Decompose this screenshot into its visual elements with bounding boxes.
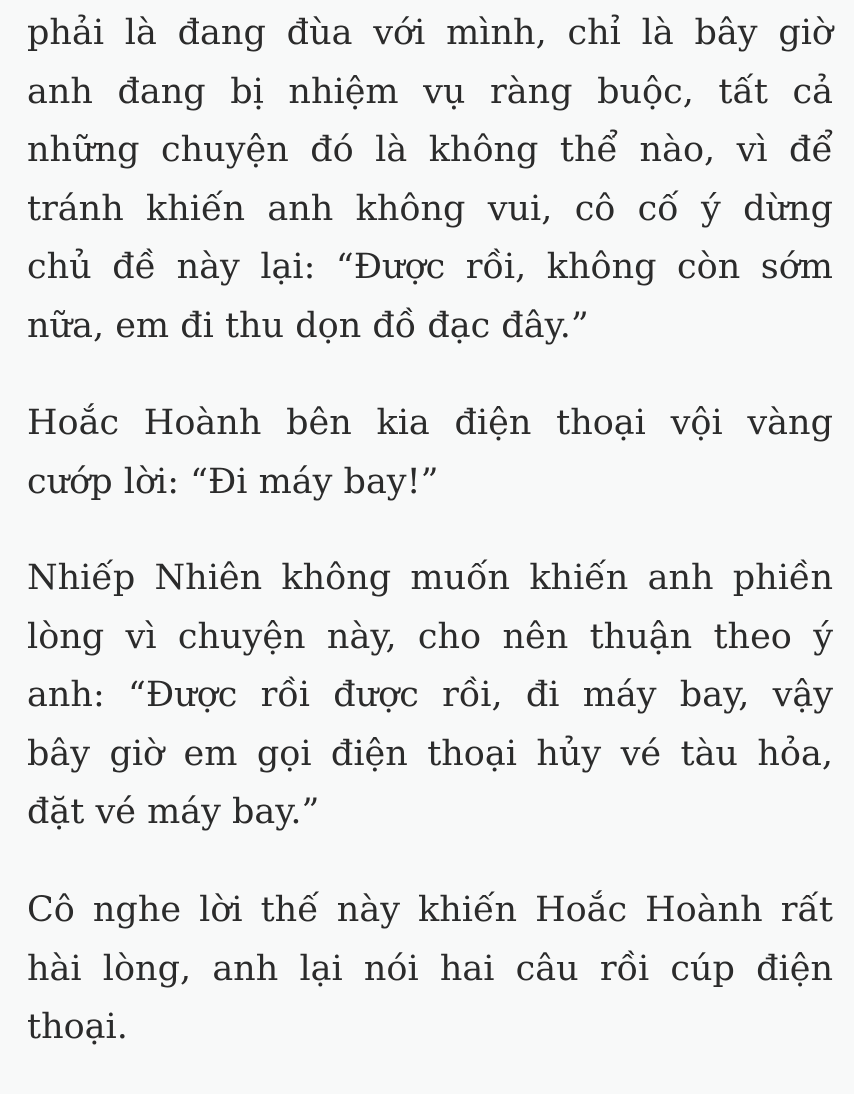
text-line: nữa, em đi thu dọn đồ đạc đây.”	[27, 305, 589, 346]
text-line: anh: “Được rồi được rồi, đi máy bay, vậy	[27, 675, 833, 715]
text-line: cướp lời: “Đi máy bay!”	[27, 461, 439, 502]
text-line: Cô nghe lời thế này khiến Hoắc Hoành rất	[27, 890, 833, 930]
paragraph-3	[27, 549, 833, 842]
text-line: anh đang bị nhiệm vụ ràng buộc, tất cả	[27, 71, 833, 112]
text-line: hài lòng, anh lại nói hai câu rồi cúp điện	[27, 948, 833, 989]
text-line: chủ đề này lại: “Được rồi, không còn sớm	[27, 247, 833, 287]
paragraph-4	[27, 881, 833, 1057]
text-line: thoại.	[27, 1007, 128, 1047]
text-line: tránh khiến anh không vui, cô cố ý dừng	[27, 188, 833, 229]
text-line: những chuyện đó là không thể nào, vì để	[27, 130, 833, 170]
paragraph-1	[27, 4, 833, 355]
text-line: đặt vé máy bay.”	[27, 792, 320, 832]
text-line: bây giờ em gọi điện thoại hủy vé tàu hỏa,	[27, 733, 833, 774]
text-line: phải là đang đùa với mình, chỉ là bây giờ	[27, 13, 833, 53]
text-line: Hoắc Hoành bên kia điện thoại vội vàng	[27, 403, 833, 443]
paragraph-2	[27, 394, 833, 511]
text-line: Nhiếp Nhiên không muốn khiến anh phiền	[27, 558, 833, 598]
text-line: lòng vì chuyện này, cho nên thuận theo ý	[27, 616, 833, 657]
